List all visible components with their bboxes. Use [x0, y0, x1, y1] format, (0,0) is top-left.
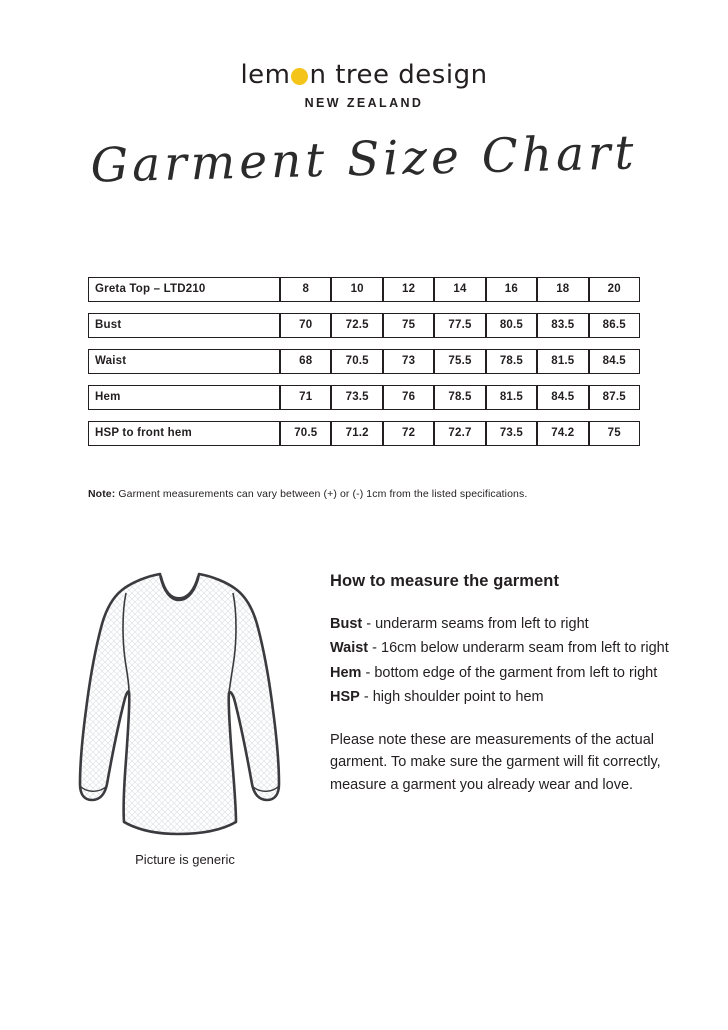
brand-name-before: lem: [240, 60, 291, 90]
measure-term: Waist: [330, 640, 369, 657]
measure-term: HSP: [330, 689, 360, 706]
measure-cell: 68: [280, 349, 331, 374]
measure-term: Bust: [330, 616, 363, 632]
brand-name-after: n tree design: [309, 60, 488, 90]
size-header-cell: 18: [537, 277, 588, 302]
measure-desc: - high shoulder point to hem: [359, 689, 544, 706]
measure-cell: 72.5: [331, 313, 382, 338]
measurement-note: [88, 488, 648, 500]
table-row: [88, 349, 640, 374]
measure-cell: 73.5: [331, 385, 382, 410]
measure-cell: 86.5: [589, 313, 640, 338]
measure-cell: 78.5: [486, 349, 537, 374]
page-title: Garment Size Chart: [89, 125, 639, 194]
measure-item: [330, 637, 670, 659]
note-text: Garment measurements can vary between (+) or (-) 1cm from the listed specifications.: [115, 488, 528, 500]
measure-cell: 70.5: [331, 349, 382, 374]
measure-cell: 75: [589, 421, 640, 446]
measure-cell: 84.5: [589, 349, 640, 374]
measure-label: Hem: [88, 385, 280, 410]
size-header-cell: 16: [486, 277, 537, 302]
note-prefix: Note:: [88, 488, 116, 500]
measure-cell: 75: [383, 313, 434, 338]
measure-label: Bust: [88, 313, 280, 338]
size-header-cell: 12: [383, 277, 434, 302]
style-code-label: Greta Top – LTD210: [88, 277, 280, 302]
measure-label: Waist: [88, 349, 280, 374]
measure-cell: 70.5: [280, 421, 331, 446]
table-row: [88, 313, 640, 338]
measure-item: [330, 686, 670, 708]
garment-illustration: [60, 560, 310, 860]
brand-country: NEW ZEALAND: [304, 96, 424, 110]
measure-cell: 72.7: [434, 421, 485, 446]
measure-cell: 87.5: [589, 385, 640, 410]
brand-name: [0, 62, 728, 88]
measure-cell: 81.5: [537, 349, 588, 374]
measure-cell: 71.2: [331, 421, 382, 446]
size-chart-table: [88, 266, 640, 457]
brand-header: [0, 62, 728, 110]
measure-term: Hem: [330, 664, 362, 681]
how-to-measure-section: [330, 572, 670, 798]
measure-cell: 73.5: [486, 421, 537, 446]
table-header-row: [88, 277, 640, 302]
measure-cell: 80.5: [486, 313, 537, 338]
measure-desc: - bottom edge of the garment from left to right: [361, 664, 658, 681]
measure-cell: 78.5: [434, 385, 485, 410]
table-row: [88, 421, 640, 446]
measure-cell: 73: [383, 349, 434, 374]
measure-cell: 83.5: [537, 313, 588, 338]
measure-cell: 71: [280, 385, 331, 410]
table-row: [88, 385, 640, 410]
measure-cell: 75.5: [434, 349, 485, 374]
size-header-cell: 10: [331, 277, 382, 302]
measure-desc: - 16cm below underarm seam from left to right: [368, 640, 669, 657]
measure-cell: 72: [383, 421, 434, 446]
measure-item: [330, 662, 670, 684]
measure-cell: 84.5: [537, 385, 588, 410]
picture-caption: Picture is generic: [135, 852, 235, 867]
measure-cell: 77.5: [434, 313, 485, 338]
how-to-measure-footer: Please note these are measurements of the actual garment. To make sure the garment will fit correctly, measure a garment you already wear and love.: [330, 731, 661, 793]
measure-cell: 76: [383, 385, 434, 410]
size-header-cell: 14: [434, 277, 485, 302]
measure-desc: - underarm seams from left to right: [362, 616, 589, 632]
size-header-cell: 20: [589, 277, 640, 302]
how-to-measure-heading: How to measure the garment: [330, 572, 560, 590]
measure-cell: 74.2: [537, 421, 588, 446]
size-header-cell: 8: [280, 277, 331, 302]
measure-cell: 81.5: [486, 385, 537, 410]
measure-item: [330, 613, 670, 635]
measure-label: HSP to front hem: [88, 421, 280, 446]
measure-cell: 70: [280, 313, 331, 338]
lemon-dot-icon: [291, 68, 308, 85]
